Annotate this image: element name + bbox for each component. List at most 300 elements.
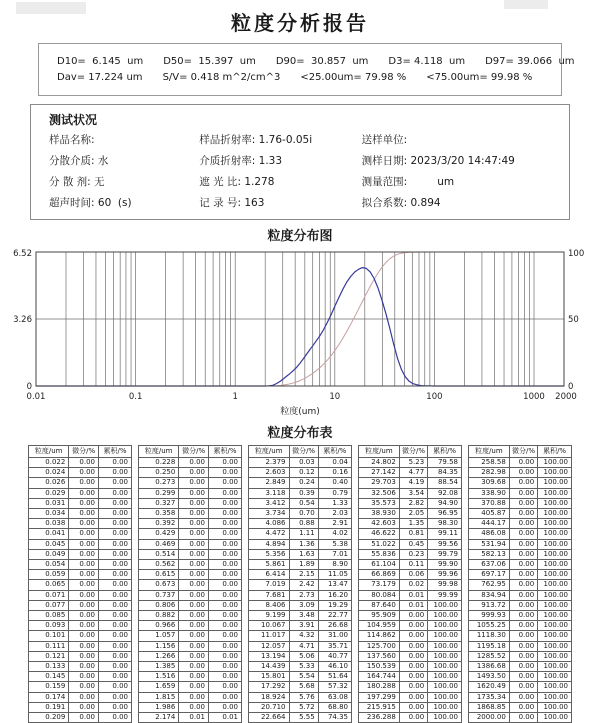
diff-cell: 0.01 <box>399 600 427 610</box>
table-row <box>469 570 572 580</box>
diff-cell: 0.00 <box>179 549 209 559</box>
size-cell: 114.862 <box>359 631 400 641</box>
table-row <box>249 570 352 580</box>
size-cell: 999.93 <box>469 611 510 621</box>
cum-cell: 100.00 <box>538 651 572 661</box>
cum-cell: 74.35 <box>318 713 351 723</box>
cum-cell: 88.54 <box>428 478 462 488</box>
cum-cell: 0.00 <box>99 672 132 682</box>
y-right-tick-1: 50 <box>568 315 579 325</box>
size-cell: 27.142 <box>359 468 400 478</box>
cum-cell: 100.00 <box>538 529 572 539</box>
table-row <box>359 692 462 702</box>
field-label: 样品折射率: <box>199 134 256 146</box>
column-header: 微分/% <box>399 446 427 458</box>
cum-cell: 0.00 <box>99 590 132 600</box>
diff-cell: 4.71 <box>289 641 318 651</box>
size-cell: 1735.34 <box>469 692 510 702</box>
cum-cell: 0.00 <box>99 702 132 712</box>
diff-cell: 1.35 <box>399 519 427 529</box>
diff-cell: 0.00 <box>69 509 99 519</box>
cum-cell: 46.10 <box>318 662 351 672</box>
diff-cell: 0.00 <box>509 631 537 641</box>
size-cell: 0.392 <box>139 519 179 529</box>
size-cell: 10.067 <box>249 621 290 631</box>
size-cell: 697.17 <box>469 570 510 580</box>
scan-artifact-right <box>504 0 548 9</box>
size-cell: 0.273 <box>139 478 179 488</box>
cum-cell: 0.00 <box>209 580 242 590</box>
size-cell: 2.603 <box>249 468 290 478</box>
table-row <box>469 702 572 712</box>
diff-cell: 0.00 <box>69 478 99 488</box>
summary-line-2 <box>57 70 543 86</box>
summary-item: D97= 39.066 um <box>485 56 575 67</box>
size-cell: 5.861 <box>249 560 290 570</box>
table-row <box>469 651 572 661</box>
cum-cell: 94.90 <box>428 498 462 508</box>
test-field <box>362 153 557 168</box>
size-cell: 6.414 <box>249 570 290 580</box>
diff-cell: 0.00 <box>179 590 209 600</box>
diff-cell: 2.73 <box>289 590 318 600</box>
cum-cell: 31.00 <box>318 631 351 641</box>
size-cell: 0.327 <box>139 498 179 508</box>
table-row <box>29 468 132 478</box>
size-cell: 73.179 <box>359 580 400 590</box>
diff-cell: 0.12 <box>289 468 318 478</box>
cum-cell: 0.00 <box>99 478 132 488</box>
table-row <box>139 692 242 702</box>
diff-cell: 0.00 <box>69 672 99 682</box>
table-row <box>359 529 462 539</box>
diff-cell: 5.06 <box>289 651 318 661</box>
cum-cell: 99.90 <box>428 560 462 570</box>
diff-cell: 0.00 <box>179 692 209 702</box>
summary-item: D90= 30.857 um <box>275 56 369 67</box>
table-row <box>249 549 352 559</box>
summary-item: S/V= 0.418 m^2/cm^3 <box>162 72 281 83</box>
table-row <box>469 662 572 672</box>
table-row <box>249 611 352 621</box>
table-row <box>29 549 132 559</box>
diff-cell: 0.00 <box>399 692 427 702</box>
size-cell: 1.385 <box>139 662 179 672</box>
cum-cell: 0.00 <box>209 600 242 610</box>
cum-cell: 0.00 <box>99 570 132 580</box>
diff-cell: 0.00 <box>509 478 537 488</box>
table-row <box>249 692 352 702</box>
column-header: 粒度/um <box>359 446 400 458</box>
diff-cell: 0.00 <box>509 590 537 600</box>
scan-artifact-left <box>16 2 86 14</box>
diff-cell: 0.00 <box>69 458 99 468</box>
table-row <box>249 488 352 498</box>
diff-cell: 0.00 <box>509 570 537 580</box>
cum-cell: 0.00 <box>209 529 242 539</box>
summary-item: D50= 15.397 um <box>163 56 256 67</box>
cum-cell: 0.00 <box>99 600 132 610</box>
cum-cell: 0.00 <box>99 458 132 468</box>
cum-cell: 100.00 <box>538 702 572 712</box>
cum-cell: 0.00 <box>209 611 242 621</box>
diff-cell: 2.05 <box>399 509 427 519</box>
size-cell: 0.024 <box>29 468 69 478</box>
size-cell: 51.022 <box>359 539 400 549</box>
diff-cell: 0.00 <box>69 539 99 549</box>
cum-cell: 63.08 <box>318 692 351 702</box>
field-label: 样品名称: <box>49 134 95 146</box>
size-cell: 0.615 <box>139 570 179 580</box>
table-row <box>469 468 572 478</box>
column-header: 粒度/um <box>29 446 69 458</box>
cum-cell: 0.00 <box>209 458 242 468</box>
cum-cell: 0.00 <box>99 509 132 519</box>
diff-cell: 5.23 <box>399 458 427 468</box>
diff-cell: 0.00 <box>179 498 209 508</box>
table-row <box>29 702 132 712</box>
size-cell: 29.703 <box>359 478 400 488</box>
cum-cell: 0.00 <box>209 519 242 529</box>
size-cell: 1055.25 <box>469 621 510 631</box>
table-row <box>139 662 242 672</box>
size-cell: 0.737 <box>139 590 179 600</box>
diff-cell: 0.00 <box>69 590 99 600</box>
cum-cell: 100.00 <box>428 621 462 631</box>
diff-cell: 0.00 <box>179 488 209 498</box>
diff-cell: 0.00 <box>179 560 209 570</box>
cum-cell: 96.95 <box>428 509 462 519</box>
diff-cell: 0.00 <box>399 651 427 661</box>
column-header: 粒度/um <box>249 446 290 458</box>
table-row <box>249 498 352 508</box>
size-cell: 87.640 <box>359 600 400 610</box>
table-row <box>139 611 242 621</box>
test-field <box>199 195 361 210</box>
diff-cell: 0.00 <box>69 498 99 508</box>
cum-cell: 0.00 <box>209 682 242 692</box>
diff-cell: 0.00 <box>509 600 537 610</box>
table-row <box>359 498 462 508</box>
table-row <box>359 600 462 610</box>
size-cell: 1.057 <box>139 631 179 641</box>
table-row <box>359 662 462 672</box>
size-cell: 15.801 <box>249 672 290 682</box>
table-row <box>359 539 462 549</box>
table-header-row <box>29 446 132 458</box>
x-tick-1: 0.1 <box>128 392 143 402</box>
diff-cell: 4.77 <box>399 468 427 478</box>
table-row <box>139 600 242 610</box>
diff-cell: 0.00 <box>399 713 427 723</box>
table-row <box>29 611 132 621</box>
table-header-row <box>469 446 572 458</box>
table-row <box>359 590 462 600</box>
cum-cell: 1.33 <box>318 498 351 508</box>
table-row <box>469 600 572 610</box>
size-cell: 125.700 <box>359 641 400 651</box>
diff-cell: 0.00 <box>179 682 209 692</box>
size-cell: 1.986 <box>139 702 179 712</box>
size-cell: 309.68 <box>469 478 510 488</box>
cum-cell: 0.00 <box>99 498 132 508</box>
size-cell: 0.038 <box>29 519 69 529</box>
diff-cell: 0.70 <box>289 509 318 519</box>
table-row <box>469 529 572 539</box>
table-row <box>469 478 572 488</box>
table-row <box>139 478 242 488</box>
x-tick-6: 2000 <box>555 392 577 402</box>
cum-cell: 100.00 <box>538 560 572 570</box>
column-header: 累积/% <box>318 446 351 458</box>
size-cell: 3.118 <box>249 488 290 498</box>
cum-cell: 0.04 <box>318 458 351 468</box>
test-field <box>362 195 557 210</box>
size-cell: 0.562 <box>139 560 179 570</box>
distribution-table-4 <box>358 445 462 723</box>
table-row <box>139 570 242 580</box>
size-cell: 531.94 <box>469 539 510 549</box>
cum-cell: 99.96 <box>428 570 462 580</box>
summary-item: Dav= 17.224 um <box>57 72 143 83</box>
size-cell: 0.085 <box>29 611 69 621</box>
size-cell: 95.909 <box>359 611 400 621</box>
diff-cell: 0.88 <box>289 519 318 529</box>
cum-cell: 100.00 <box>538 478 572 488</box>
test-field <box>362 174 557 189</box>
table-row <box>359 570 462 580</box>
field-value: 无 <box>90 176 105 188</box>
diff-cell: 0.00 <box>179 672 209 682</box>
summary-box <box>38 43 575 96</box>
cum-cell: 0.01 <box>209 713 242 723</box>
size-cell: 0.966 <box>139 621 179 631</box>
cum-cell: 100.00 <box>428 692 462 702</box>
table-row <box>249 702 352 712</box>
cum-cell: 0.00 <box>99 682 132 692</box>
field-value: 1.278 <box>241 176 275 188</box>
diff-cell: 0.03 <box>289 458 318 468</box>
table-row <box>139 682 242 692</box>
size-cell: 1620.49 <box>469 682 510 692</box>
size-cell: 66.869 <box>359 570 400 580</box>
diff-cell: 0.00 <box>399 702 427 712</box>
size-cell: 1285.52 <box>469 651 510 661</box>
diff-cell: 0.00 <box>509 662 537 672</box>
field-label: 送样单位: <box>361 134 408 146</box>
diff-cell: 0.00 <box>69 682 99 692</box>
cum-cell: 0.00 <box>209 478 242 488</box>
cum-cell: 100.00 <box>538 458 572 468</box>
size-cell: 405.87 <box>469 509 510 519</box>
table-row <box>359 580 462 590</box>
cum-cell: 100.00 <box>538 641 572 651</box>
table-row <box>29 651 132 661</box>
table-row <box>139 641 242 651</box>
table-row <box>359 488 462 498</box>
diff-cell: 0.00 <box>69 651 99 661</box>
size-cell: 7.681 <box>249 590 290 600</box>
cum-cell: 0.00 <box>209 702 242 712</box>
table-row <box>469 590 572 600</box>
size-cell: 0.111 <box>29 641 69 651</box>
size-cell: 0.121 <box>29 651 69 661</box>
table-row <box>29 478 132 488</box>
diff-cell: 0.00 <box>509 641 537 651</box>
size-cell: 370.88 <box>469 498 510 508</box>
diff-cell: 0.00 <box>509 458 537 468</box>
table-row <box>29 458 132 468</box>
diff-cell: 0.00 <box>179 468 209 478</box>
field-label: 分 散 剂: <box>49 176 91 188</box>
size-cell: 913.72 <box>469 600 510 610</box>
x-axis-label: 粒度(um) <box>280 407 320 417</box>
cum-cell: 5.38 <box>318 539 351 549</box>
cum-cell: 0.00 <box>99 713 132 723</box>
diff-cell: 0.00 <box>509 519 537 529</box>
diff-cell: 3.54 <box>399 488 427 498</box>
cum-cell: 0.00 <box>209 468 242 478</box>
table-row <box>249 682 352 692</box>
summary-item: D10= 6.145 um <box>57 56 144 67</box>
size-cell: 338.90 <box>469 488 510 498</box>
table-row <box>359 509 462 519</box>
cum-cell: 99.99 <box>428 590 462 600</box>
size-cell: 0.469 <box>139 539 179 549</box>
diff-cell: 0.00 <box>179 570 209 580</box>
diff-cell: 0.00 <box>69 549 99 559</box>
size-cell: 35.573 <box>359 498 400 508</box>
table-row <box>469 549 572 559</box>
cum-cell: 99.98 <box>428 580 462 590</box>
table-row <box>139 539 242 549</box>
table-header-row <box>249 446 352 458</box>
size-cell: 0.145 <box>29 672 69 682</box>
cum-cell: 16.20 <box>318 590 351 600</box>
chart-title: 粒度分布图 <box>267 229 333 244</box>
diff-cell: 0.00 <box>179 458 209 468</box>
cum-cell: 2.03 <box>318 509 351 519</box>
table-row <box>469 621 572 631</box>
diff-cell: 4.19 <box>399 478 427 488</box>
size-cell: 0.358 <box>139 509 179 519</box>
distribution-table-3 <box>248 445 352 723</box>
table-row <box>359 702 462 712</box>
size-cell: 1386.68 <box>469 662 510 672</box>
table-row <box>359 621 462 631</box>
cum-cell: 100.00 <box>428 662 462 672</box>
table-row <box>139 509 242 519</box>
table-row <box>249 529 352 539</box>
diff-cell: 0.00 <box>399 641 427 651</box>
size-cell: 24.802 <box>359 458 400 468</box>
cum-cell: 100.00 <box>428 672 462 682</box>
diff-cell: 0.00 <box>69 570 99 580</box>
table-row <box>29 498 132 508</box>
x-tick-4: 100 <box>426 392 443 402</box>
diff-cell: 0.00 <box>179 651 209 661</box>
cum-cell: 100.00 <box>538 498 572 508</box>
cum-cell: 0.00 <box>99 488 132 498</box>
table-row <box>139 590 242 600</box>
diff-cell: 0.00 <box>179 478 209 488</box>
y-right-tick-0: 0 <box>568 382 574 392</box>
size-cell: 0.882 <box>139 611 179 621</box>
y-left-tick-0: 0 <box>26 382 32 392</box>
diff-cell: 0.00 <box>509 509 537 519</box>
diff-cell: 5.54 <box>289 672 318 682</box>
diff-cell: 0.00 <box>179 509 209 519</box>
size-cell: 1.516 <box>139 672 179 682</box>
cum-cell: 100.00 <box>538 488 572 498</box>
diff-cell: 0.00 <box>179 519 209 529</box>
cum-cell: 51.64 <box>318 672 351 682</box>
size-cell: 486.08 <box>469 529 510 539</box>
table-row <box>29 621 132 631</box>
size-cell: 0.059 <box>29 570 69 580</box>
cum-cell: 11.05 <box>318 570 351 580</box>
diff-cell: 0.81 <box>399 529 427 539</box>
size-cell: 1.815 <box>139 692 179 702</box>
cum-cell: 100.00 <box>538 549 572 559</box>
diff-cell: 0.23 <box>399 549 427 559</box>
table-row <box>139 498 242 508</box>
x-tick-3: 10 <box>329 392 341 402</box>
cum-cell: 100.00 <box>538 672 572 682</box>
test-field <box>49 195 199 210</box>
table-row <box>249 478 352 488</box>
cum-cell: 100.00 <box>428 713 462 723</box>
table-row <box>249 600 352 610</box>
distribution-table-1 <box>28 445 132 723</box>
table-row <box>139 519 242 529</box>
diff-cell: 0.00 <box>509 713 537 723</box>
cum-cell: 0.00 <box>209 549 242 559</box>
field-value <box>407 134 410 146</box>
size-cell: 0.806 <box>139 600 179 610</box>
field-label: 超声时间: <box>49 197 95 209</box>
diff-cell: 0.00 <box>69 621 99 631</box>
diff-cell: 0.00 <box>399 672 427 682</box>
cum-cell: 84.35 <box>428 468 462 478</box>
field-value: 1.33 <box>255 155 283 167</box>
size-cell: 834.94 <box>469 590 510 600</box>
cum-cell: 100.00 <box>538 682 572 692</box>
cum-cell: 100.00 <box>538 692 572 702</box>
diff-cell: 0.00 <box>69 488 99 498</box>
cum-cell: 0.00 <box>99 611 132 621</box>
test-status-grid <box>43 132 557 210</box>
diff-cell: 1.89 <box>289 560 318 570</box>
x-tick-5: 1000 <box>523 392 545 402</box>
size-cell: 0.673 <box>139 580 179 590</box>
distribution-table-5 <box>468 445 572 723</box>
cum-cell: 0.00 <box>99 651 132 661</box>
size-cell: 80.084 <box>359 590 400 600</box>
diff-cell: 1.36 <box>289 539 318 549</box>
test-field <box>199 153 361 168</box>
diff-cell: 0.00 <box>179 611 209 621</box>
size-cell: 0.228 <box>139 458 179 468</box>
table-row <box>469 580 572 590</box>
diff-cell: 0.00 <box>509 539 537 549</box>
size-cell: 20.710 <box>249 702 290 712</box>
cum-cell: 57.32 <box>318 682 351 692</box>
cum-cell: 0.00 <box>99 539 132 549</box>
diff-cell: 0.00 <box>399 621 427 631</box>
size-cell: 14.439 <box>249 662 290 672</box>
diff-cell: 0.00 <box>69 641 99 651</box>
